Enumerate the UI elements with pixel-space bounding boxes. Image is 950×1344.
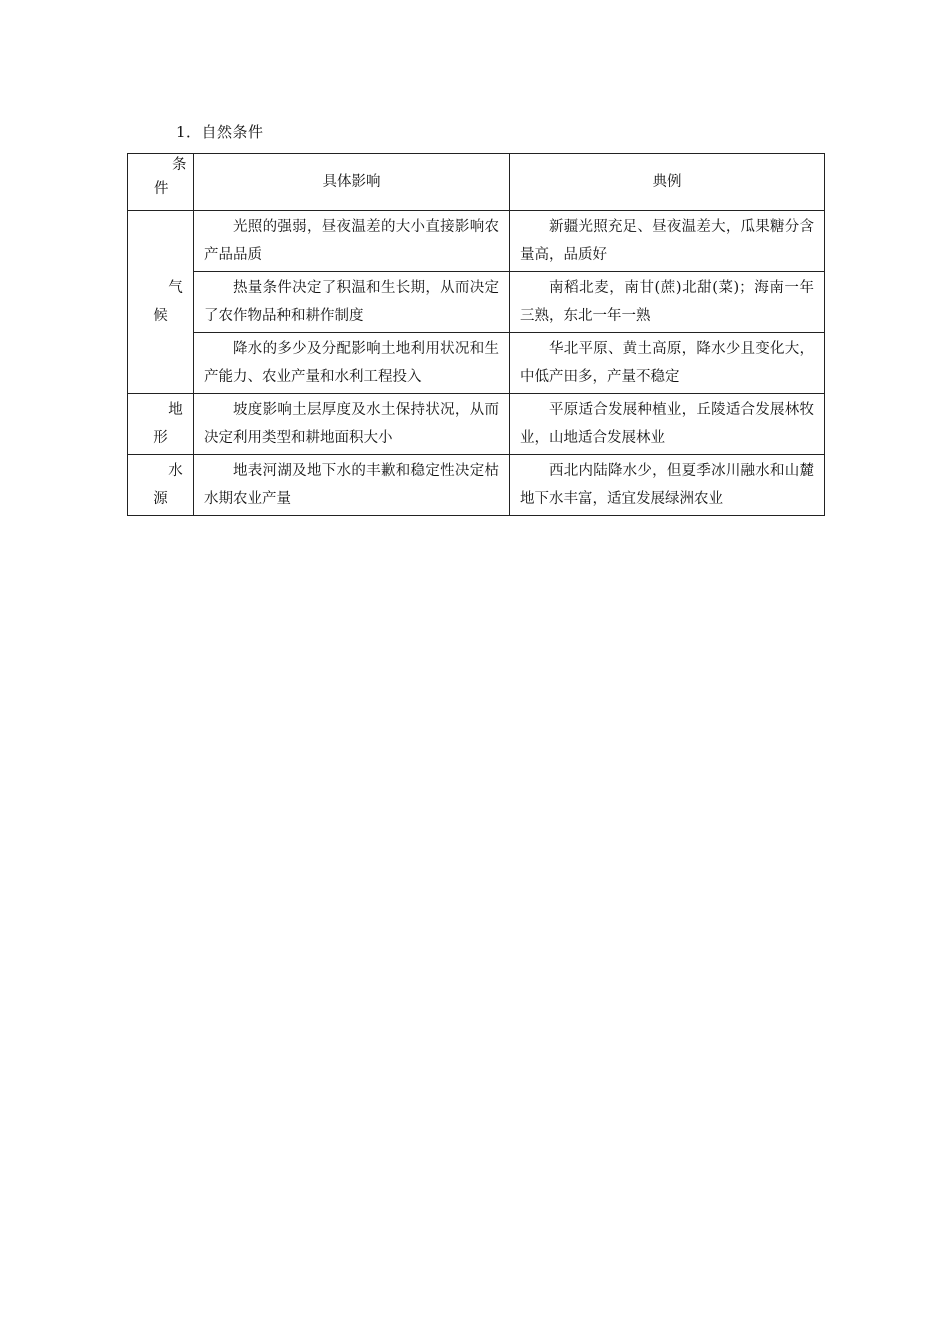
category-climate-cell (128, 211, 194, 394)
natural-conditions-table (127, 153, 825, 516)
category-water-cell (128, 455, 194, 516)
category-climate-char2: 候 (153, 308, 168, 324)
header-condition-char2: 件 (154, 181, 169, 197)
section-heading: 1．自然条件 (176, 123, 264, 141)
category-climate-char1: 气 (168, 280, 183, 296)
table-row (128, 394, 825, 455)
header-influence-cell: 具体影响 (194, 154, 510, 211)
terrain-example-cell: 平原适合发展种植业，丘陵适合发展林牧业，山地适合发展林业 (510, 394, 825, 455)
climate-influence-cell: 热量条件决定了积温和生长期，从而决定了农作物品种和耕作制度 (194, 272, 510, 333)
table-row (128, 211, 825, 272)
water-influence-cell: 地表河湖及地下水的丰歉和稳定性决定枯水期农业产量 (194, 455, 510, 516)
table-row (128, 455, 825, 516)
table-header-row (128, 154, 825, 211)
climate-influence-cell: 降水的多少及分配影响土地利用状况和生产能力、农业产量和水利工程投入 (194, 333, 510, 394)
category-water-char1: 水 (168, 463, 183, 479)
header-condition-char1: 条 (172, 157, 187, 173)
header-example-cell: 典例 (510, 154, 825, 211)
terrain-influence-cell: 坡度影响土层厚度及水土保持状况，从而决定利用类型和耕地面积大小 (194, 394, 510, 455)
category-water-char2: 源 (153, 491, 168, 507)
water-example-cell: 西北内陆降水少，但夏季冰川融水和山麓地下水丰富，适宜发展绿洲农业 (510, 455, 825, 516)
table-row (128, 333, 825, 394)
category-terrain-char1: 地 (168, 402, 183, 418)
climate-example-cell: 新疆光照充足、昼夜温差大，瓜果糖分含量高，品质好 (510, 211, 825, 272)
climate-influence-cell: 光照的强弱，昼夜温差的大小直接影响农产品品质 (194, 211, 510, 272)
category-terrain-char2: 形 (153, 430, 168, 446)
climate-example-cell: 华北平原、黄土高原，降水少且变化大，中低产田多，产量不稳定 (510, 333, 825, 394)
table-row (128, 272, 825, 333)
header-condition-cell (128, 154, 194, 211)
climate-example-cell: 南稻北麦，南甘(蔗)北甜(菜)；海南一年三熟，东北一年一熟 (510, 272, 825, 333)
category-terrain-cell (128, 394, 194, 455)
